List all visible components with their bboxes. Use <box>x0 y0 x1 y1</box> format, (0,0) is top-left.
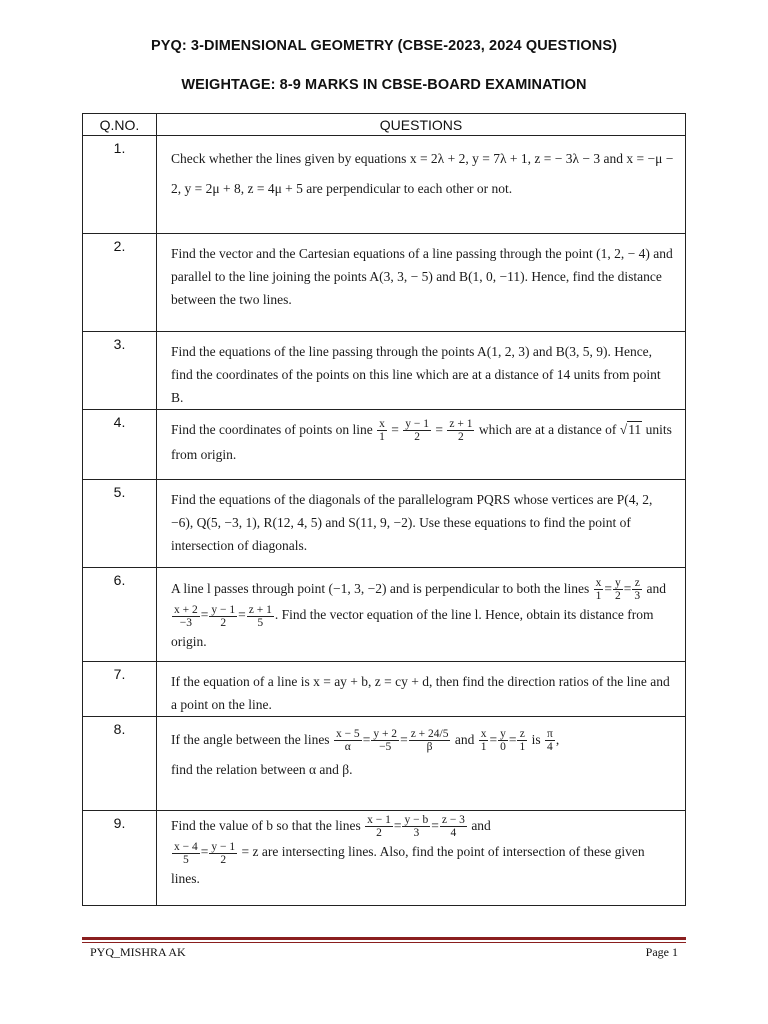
fraction: $\frac{z}{3}$ <box>634 577 641 603</box>
fraction: $\frac{x}{1}$ <box>379 418 385 444</box>
question-text-part: Find the coordinates of points on line <box>171 422 373 437</box>
fraction: $\frac{y - b}{3}$ <box>404 814 429 840</box>
question-number: 9. <box>83 811 157 906</box>
question-text: Find the equations of the line passing through the points A(1, 2, 3) and B(3, 5, 9). Hence, find the coordinates of the points on this line which are at a distance of 14 units from point B. <box>157 332 686 410</box>
question-text-part: Find the value of b so that the lines <box>171 818 361 833</box>
page-number: Page 1 <box>645 945 678 959</box>
footer-divider-thin <box>82 942 686 943</box>
table-row <box>83 480 686 568</box>
weightage-subtitle: WEIGHTAGE: 8-9 MARKS IN CBSE-BOARD EXAMINATION <box>181 77 587 93</box>
question-text: Find the vector and the Cartesian equations of a line passing through the point (1, 2, − 4) and parallel to the line joining the points A(3, 3, − 5) and B(1, 0, −11). Hence, find the distance between the two lines. <box>157 234 686 332</box>
fraction: $\frac{z + 1}{2}$ <box>449 418 473 444</box>
fraction: $\frac{x - 4}{5}$ <box>174 840 198 866</box>
question-text: If the equation of a line is x = ay + b, z = cy + d, then find the direction ratios of the line and a point on the line. <box>157 662 686 717</box>
fraction: $\frac{\pi}{4}$ <box>547 728 553 754</box>
fraction: $\frac{x - 5}{\alpha}$ <box>335 728 360 754</box>
questions-header: QUESTIONS <box>157 114 686 136</box>
question-text-part: = z are intersecting lines. Also, find the point of intersection of these given lines. <box>171 844 645 886</box>
fraction: $\frac{y - 1}{2}$ <box>211 603 236 629</box>
question-text-part: units from origin. <box>171 422 672 463</box>
question-text: If the angle between the lines $\frac{x - 5}{\alpha}$ = $\frac{y + 2}{-5}$ = $\frac{z + 24/5}{\beta}$ and $\frac{x}{1}$ = $\frac{y}{0}$ = $\frac{z}{1}$ is $\frac{\pi}{4}$ , find the relation between α and β. <box>157 717 686 811</box>
qno-header: Q.NO. <box>83 114 157 136</box>
table-row <box>83 811 686 906</box>
fraction: $\frac{x - 1}{2}$ <box>367 814 391 840</box>
fraction: $\frac{x}{1}$ <box>480 728 487 754</box>
question-text: Find the value of b so that the lines $\frac{x - 1}{2}$ = $\frac{y - b}{3}$ = $\frac{z - 3}{4}$ and $\frac{x - 4}{5}$ = $\frac{y - 1}{2}$ = z are intersecting lines. Also, find the point of intersection of these given lines. <box>157 811 686 906</box>
page-title: PYQ: 3-DIMENSIONAL GEOMETRY (CBSE-2023, 2024 QUESTIONS) <box>150 38 618 54</box>
fraction: $\frac{y - 1}{2}$ <box>405 418 429 444</box>
table-row <box>83 410 686 480</box>
fraction: $\frac{z + 1}{5}$ <box>248 603 272 629</box>
fraction: $\frac{z - 3}{4}$ <box>441 814 465 840</box>
table-header-row <box>83 114 686 136</box>
question-number: 7. <box>83 662 157 717</box>
question-text: Check whether the lines given by equations x = 2λ + 2, y = 7λ + 1, z = − 3λ − 3 and x = −μ − 2, y = 2μ + 8, z = 4μ + 5 are perpendicular to each other or not. <box>157 136 686 234</box>
fraction: $\frac{z}{1}$ <box>519 728 526 754</box>
question-text-part: find the relation between α and β. <box>171 762 353 777</box>
table-row <box>83 136 686 234</box>
fraction: $\frac{y}{0}$ <box>500 728 506 754</box>
question-number: 5. <box>83 480 157 568</box>
question-text-part: If the angle between the lines <box>171 732 330 747</box>
question-number: 3. <box>83 332 157 410</box>
fraction: $\frac{x}{1}$ <box>595 577 602 603</box>
footer-author: PYQ_MISHRA AK <box>90 945 186 959</box>
fraction: $\frac{y + 2}{-5}$ <box>373 728 398 754</box>
question-number: 8. <box>83 717 157 811</box>
fraction: $\frac{y}{2}$ <box>615 577 621 603</box>
question-text: Find the equations of the diagonals of the parallelogram PQRS whose vertices are P(4, 2, −6), Q(5, −3, 1), R(12, 4, 5) and S(11, 9, −2). Use these equations to find the point of intersection of diagonals. <box>157 480 686 568</box>
table-row <box>83 662 686 717</box>
fraction: $\frac{y - 1}{2}$ <box>211 840 236 866</box>
question-text-part: A line l passes through point (−1, 3, −2) and is perpendicular to both the lines <box>171 581 590 596</box>
fraction: $\frac{z + 24/5}{\beta}$ <box>410 728 449 754</box>
question-text-part: and <box>454 732 475 747</box>
question-text-part: and <box>646 581 667 596</box>
question-number: 1. <box>83 136 157 234</box>
fraction: $\frac{x + 2}{-3}$ <box>174 603 198 629</box>
sqrt-value: 11 <box>628 422 642 437</box>
question-text-part: and <box>471 818 491 833</box>
question-text-part: , <box>555 732 560 747</box>
question-text-part: is <box>531 732 541 747</box>
table-row <box>83 717 686 811</box>
question-number: 6. <box>83 568 157 662</box>
question-text: Find the coordinates of points on line $\frac{x}{1}$ = $\frac{y - 1}{2}$ = $\frac{z + 1}{2}$ which are at a distance of √11 units from origin. <box>157 410 686 480</box>
footer-divider <box>82 937 686 940</box>
question-text-part: which are at a distance of <box>478 422 617 437</box>
question-text: A line l passes through point (−1, 3, −2) and is perpendicular to both the lines $\frac{x}{1}$ = $\frac{y}{2}$ = $\frac{z}{3}$ and $\frac{x + 2}{-3}$ = $\frac{y - 1}{2}$ = $\frac{z + 1}{5}$ . Find the vector equation of the line l. Hence, obtain its distance from origin. <box>157 568 686 662</box>
question-text-part: . Find the vector equation of the line l. Hence, obtain its distance from origin. <box>171 607 654 649</box>
question-number: 4. <box>83 410 157 480</box>
question-number: 2. <box>83 234 157 332</box>
questions-table <box>82 113 686 906</box>
table-row <box>83 234 686 332</box>
table-row <box>83 332 686 410</box>
table-row <box>83 568 686 662</box>
